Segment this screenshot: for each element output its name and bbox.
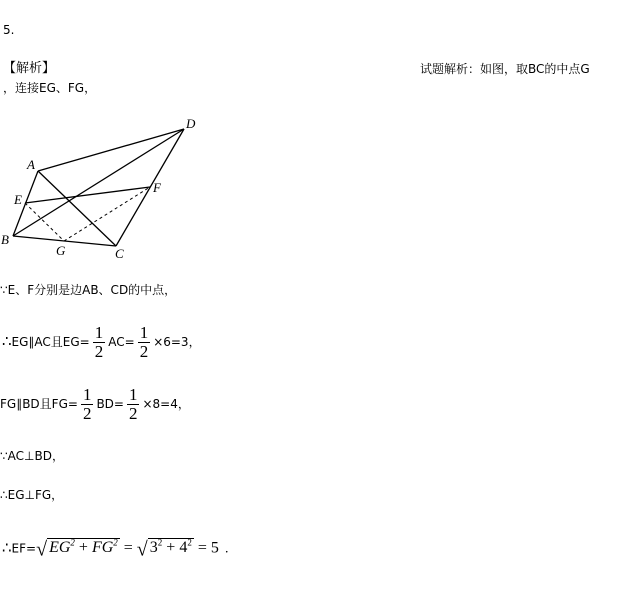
label-d: D bbox=[186, 116, 196, 131]
ef-line bbox=[2, 528, 237, 564]
question-number: 5. bbox=[3, 23, 15, 37]
analysis-tag: 【解析】 bbox=[3, 61, 56, 76]
fraction-half-2: $\frac{1}{2}$ bbox=[139, 323, 149, 361]
fraction-half-3: $\frac{1}{2}$ bbox=[82, 385, 92, 423]
label-b: B bbox=[1, 232, 9, 247]
segment-fg bbox=[64, 187, 150, 241]
quadrilateral-figure bbox=[0, 112, 200, 262]
eg-prefix: EG∥AC且EG= bbox=[11, 335, 90, 349]
fraction-half-4: $\frac{1}{2}$ bbox=[128, 385, 138, 423]
eg-mid: AC= bbox=[108, 335, 135, 349]
analysis-intro: 试题解析：如图，取BC的中点G bbox=[420, 62, 590, 76]
label-g: G bbox=[56, 243, 66, 258]
label-c: C bbox=[115, 246, 124, 261]
equals-1: = bbox=[119, 539, 137, 557]
fg-suffix: ×8=4， bbox=[142, 397, 190, 411]
perpendicular-eg-fg: ∴EG⊥FG， bbox=[0, 488, 64, 502]
connect-line: ，连接EG、FG， bbox=[3, 81, 97, 95]
eg-suffix: ×6=3， bbox=[153, 335, 201, 349]
fg-prefix: FG∥BD且FG= bbox=[0, 397, 78, 411]
label-f: F bbox=[153, 180, 161, 195]
eg-line bbox=[2, 322, 201, 361]
therefore-symbol: ∴ bbox=[2, 332, 12, 350]
segment-eg bbox=[25, 203, 64, 241]
ef-prefix: EF= bbox=[11, 541, 37, 556]
therefore-symbol: ∴ bbox=[2, 538, 12, 557]
segment-ad bbox=[38, 129, 184, 171]
fg-mid: BD= bbox=[96, 397, 124, 411]
sqrt-expression-2: √ $3^2 + 4^2$ bbox=[136, 538, 192, 561]
midpoint-line: ∵E、F分别是边AB、CD的中点， bbox=[0, 283, 177, 297]
sqrt-expression-1: √ $EG^2 + FG^2$ bbox=[36, 538, 118, 561]
ef-tail: ． bbox=[224, 541, 237, 556]
fg-line bbox=[0, 385, 190, 423]
label-a: A bbox=[27, 157, 35, 172]
fraction-half-1: $\frac{1}{2}$ bbox=[94, 323, 104, 361]
diagonal-ac bbox=[38, 171, 116, 246]
ef-result: = 5 bbox=[193, 539, 219, 557]
label-e: E bbox=[14, 192, 22, 207]
perpendicular-ac-bd: ∵AC⊥BD， bbox=[0, 449, 64, 463]
